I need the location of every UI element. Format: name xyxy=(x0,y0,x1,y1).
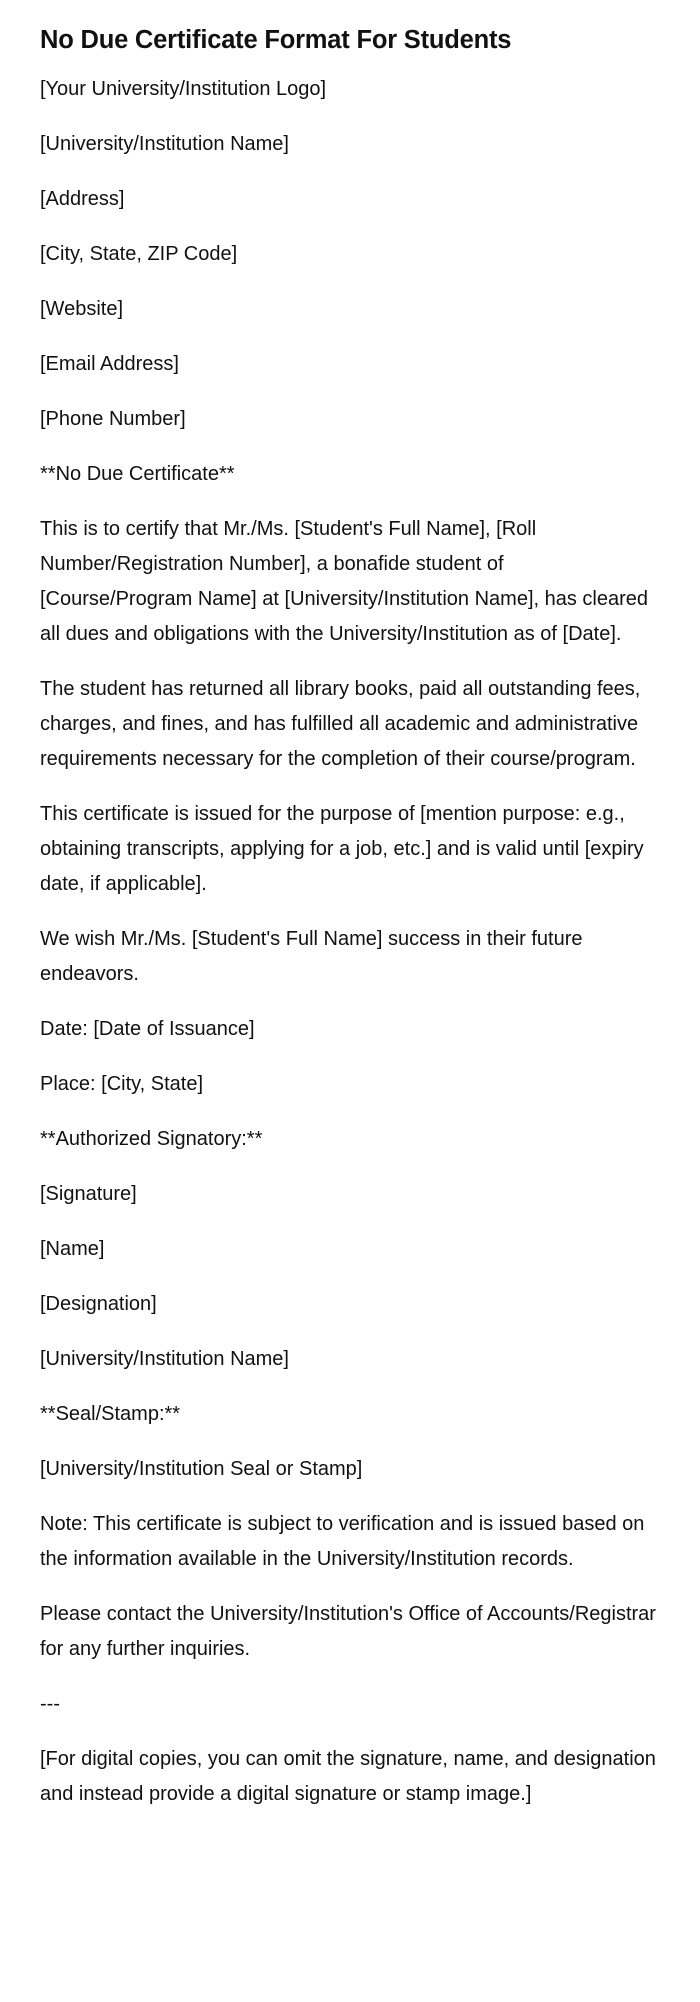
contact-paragraph: Please contact the University/Institution's Office of Accounts/Registrar for any further inquiries. xyxy=(40,1603,656,1660)
phone-line: [Phone Number] xyxy=(40,408,186,430)
digital-copy-note: [For digital copies, you can omit the signature, name, and designation and instead provide a digital signature or stamp image.] xyxy=(40,1748,656,1805)
certification-paragraph: This is to certify that Mr./Ms. [Student's Full Name], [Roll Number/Registration Number], a bonafide student of [Course/Program Name] at [University/Institution Name], has cleared all dues and obligations with the University/Institution as of [Date]. xyxy=(40,518,649,645)
page-title: No Due Certificate Format For Students xyxy=(40,26,512,54)
signature-placeholder: [Signature] xyxy=(40,1183,137,1205)
date-line: Date: [Date of Issuance] xyxy=(40,1018,255,1040)
city-state-zip-line: [City, State, ZIP Code] xyxy=(40,243,238,265)
clearance-paragraph: The student has returned all library books, paid all outstanding fees, charges, and fines, and has fulfilled all academic and administrative requirements necessary for the completion of their course/program. xyxy=(40,678,641,770)
separator-line: --- xyxy=(40,1693,60,1715)
name-placeholder: [Name] xyxy=(40,1238,105,1260)
website-line: [Website] xyxy=(40,298,123,320)
institution-name-line: [University/Institution Name] xyxy=(40,133,289,155)
place-line: Place: [City, State] xyxy=(40,1073,204,1095)
purpose-paragraph: This certificate is issued for the purpose of [mention purpose: e.g., obtaining transcripts, applying for a job, etc.] and is valid until [expiry date, if applicable]. xyxy=(40,803,644,895)
designation-placeholder: [Designation] xyxy=(40,1293,157,1315)
address-line: [Address] xyxy=(40,188,125,210)
wishes-paragraph: We wish Mr./Ms. [Student's Full Name] success in their future endeavors. xyxy=(40,928,583,985)
logo-placeholder: [Your University/Institution Logo] xyxy=(40,78,327,100)
signatory-heading: **Authorized Signatory:** xyxy=(40,1128,263,1150)
certificate-heading: **No Due Certificate** xyxy=(40,463,235,485)
verification-note: Note: This certificate is subject to verification and is issued based on the information available in the University/Institution records. xyxy=(40,1513,645,1570)
seal-placeholder: [University/Institution Seal or Stamp] xyxy=(40,1458,363,1480)
email-line: [Email Address] xyxy=(40,353,179,375)
document-body xyxy=(40,72,660,1812)
seal-heading: **Seal/Stamp:** xyxy=(40,1403,181,1425)
signatory-institution-line: [University/Institution Name] xyxy=(40,1348,289,1370)
